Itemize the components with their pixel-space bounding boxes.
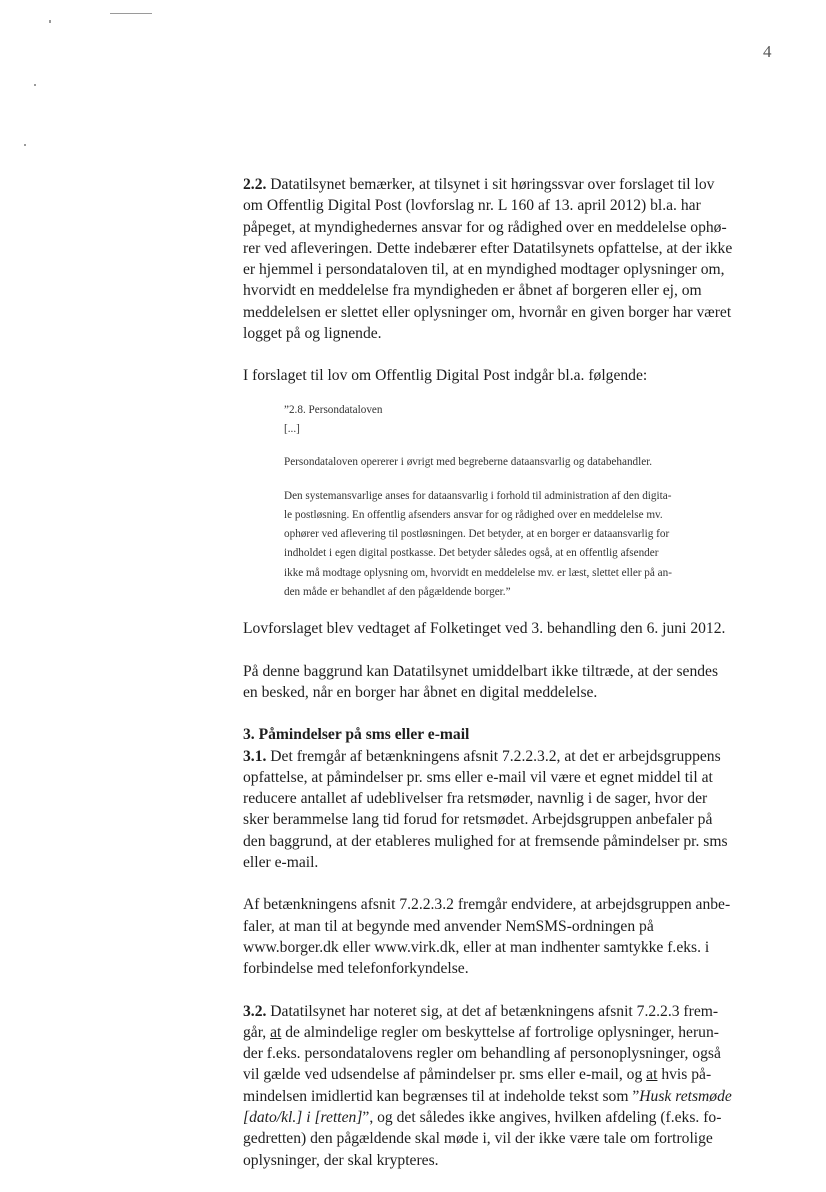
paragraph-line: der f.eks. persondatalovens regler om behandling af personoplysninger, også (243, 1045, 721, 1063)
text-run: de almindelige regler om beskyttelse af fortrolige oplysninger, herun- (281, 1023, 719, 1041)
paragraph-line: logget på og lignende. (243, 325, 382, 343)
adoption-paragraph (243, 618, 779, 639)
conclusion-paragraph (243, 661, 779, 704)
paragraph-line: påpeget, at myndighedernes ansvar for og rådighed over en meddelelse ophø- (243, 218, 727, 236)
paragraph-line: Af betænkningens afsnit 7.2.2.3.2 fremgår endvidere, at arbejdsgruppen anbe- (243, 896, 731, 914)
scan-mark (49, 20, 51, 23)
block-quote (284, 401, 780, 603)
paragraph-line: Datatilsynet bemærker, at tilsynet i sit høringssvar over forslaget til lov (270, 176, 715, 193)
quote-ellipsis: [...] (284, 422, 300, 435)
scan-mark (24, 144, 26, 146)
section-number: 3.1. (243, 747, 267, 765)
underlined-word: at (646, 1066, 658, 1084)
text-run: hvis på- (657, 1066, 712, 1084)
scan-mark (34, 84, 36, 86)
document-body (243, 174, 779, 1192)
paragraph-line: forbindelse med telefonforkyndelse. (243, 960, 469, 978)
paragraph-line: reducere antallet af udeblivelser fra retsmøder, navnlig i de sager, hvor der (243, 790, 708, 808)
quote-heading: ”2.8. Persondataloven (284, 403, 383, 416)
text-run: vil gælde ved udsendelse af påmindelser pr. sms eller e-mail, og (243, 1066, 647, 1084)
paragraph-line: www.borger.dk eller www.virk.dk, eller at man indhenter samtykke f.eks. i (243, 938, 710, 956)
paragraph-line: er hjemmel i persondataloven til, at en myndighed modtager oplysninger om, (243, 261, 725, 279)
paragraph-line: I forslaget til lov om Offentlig Digital Post indgår bl.a. følgende: (243, 367, 648, 385)
quote-line: den måde er behandlet af den pågældende borger.” (284, 586, 511, 599)
quote-line: indholdet i egen digital postkasse. Det betyder således også, at en offentlig afsender (284, 547, 659, 560)
quote-line: Den systemansvarlige anses for dataansvarlig i forhold til administration af den digita- (284, 489, 672, 502)
quote-intro (243, 365, 779, 386)
paragraph-line: hvorvidt en meddelelse fra myndigheden er åbnet af borgeren eller ej, om (243, 282, 702, 300)
section-number: 2.2. (243, 176, 267, 193)
quote-line: Persondataloven opererer i øvrigt med begreberne dataansvarlig og databehandler. (284, 456, 653, 469)
paragraph-line: Datatilsynet har noteret sig, at det af betænkningens afsnit 7.2.2.3 frem- (270, 1002, 719, 1020)
paragraph-line: opfattelse, at påmindelser pr. sms eller e-mail vil være et egnet middel til at (243, 768, 713, 786)
paragraph-line: gedretten) den pågældende skal møde i, vil der ikke være tale om fortrolige (243, 1130, 713, 1148)
paragraph-line: en besked, når en borger har åbnet en digital meddelelse. (243, 683, 598, 701)
section-number: 3.2. (243, 1002, 267, 1020)
text-run: ”, og det således ikke angives, hvilken afdeling (f.eks. fo- (362, 1108, 722, 1126)
paragraph-line: meddelelsen er slettet eller oplysninger om, hvornår en given borger har været (243, 303, 732, 321)
italic-text: Husk retsmøde (639, 1087, 732, 1105)
section-3-1-continued (243, 894, 779, 979)
quote-line: ophører ved aflevering til postløsningen. Det betyder, at en borger er dataansvarlig for (284, 528, 670, 541)
section-2-2 (243, 174, 779, 344)
paragraph-line: Det fremgår af betænkningens afsnit 7.2.2.3.2, at det er arbejdsgruppens (270, 747, 721, 765)
section-3-2 (243, 1001, 779, 1171)
quote-line: le postløsning. En offentlig afsenders ansvar for og rådighed over en meddelelse mv. (284, 508, 663, 521)
paragraph-line: den baggrund, at der etableres mulighed for at fremsende påmindelser pr. sms (243, 832, 728, 850)
paragraph-line: faler, at man til at begynde med anvender NemSMS-ordningen på (243, 917, 654, 935)
quote-line: ikke må modtage oplysning om, hvorvidt en meddelelse mv. er læst, slettet eller på an- (284, 566, 672, 579)
section-3 (243, 724, 779, 873)
page-number: 4 (763, 42, 772, 61)
section-heading: 3. Påmindelser på sms eller e-mail (243, 726, 470, 744)
paragraph-line: sker berammelse lang tid forud for retsmødet. Arbejdsgruppen anbefaler på (243, 811, 713, 829)
paragraph-line: om Offentlig Digital Post (lovforslag nr. L 160 af 13. april 2012) bl.a. har (243, 197, 701, 215)
paragraph-line: eller e-mail. (243, 854, 319, 872)
italic-text: [dato/kl.] i [retten] (243, 1108, 363, 1126)
scan-mark (110, 13, 152, 14)
text-run: går, (243, 1023, 271, 1041)
underlined-word: at (270, 1023, 282, 1041)
paragraph-line: På denne baggrund kan Datatilsynet umiddelbart ikke tiltræde, at der sendes (243, 662, 719, 680)
paragraph-line: Lovforslaget blev vedtaget af Folketinget ved 3. behandling den 6. juni 2012. (243, 620, 726, 638)
text-run: mindelsen imidlertid kan begrænses til at indeholde tekst som ” (243, 1087, 640, 1105)
paragraph-line: oplysninger, der skal krypteres. (243, 1151, 439, 1169)
paragraph-line: rer ved afleveringen. Dette indebærer efter Datatilsynets opfattelse, at der ikke (243, 239, 733, 257)
